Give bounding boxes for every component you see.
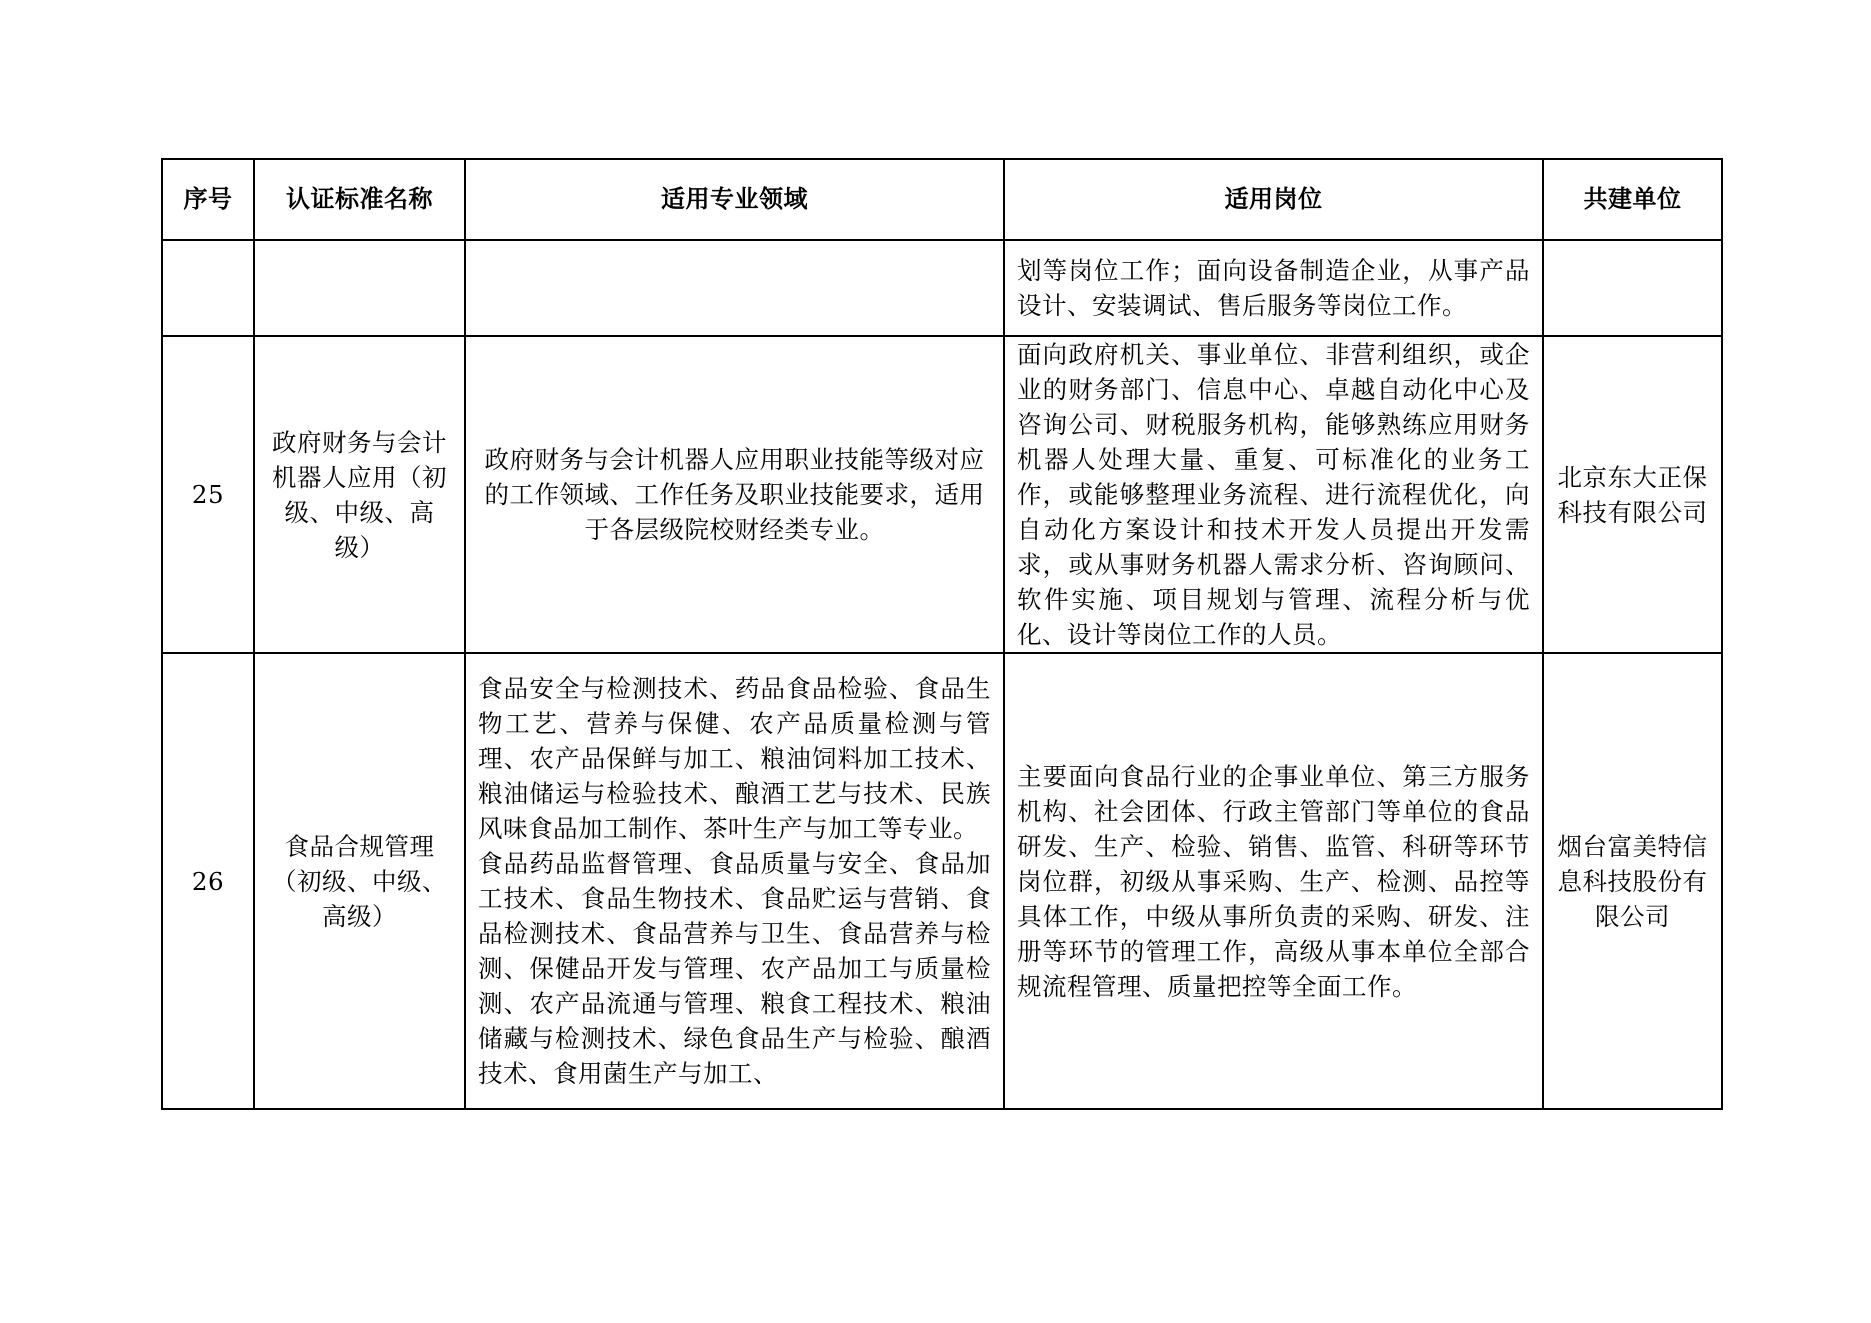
table-row [162, 240, 1722, 336]
table-header-row [162, 159, 1722, 240]
table-row [162, 336, 1722, 653]
header-field: 适用专业领域 [465, 159, 1004, 240]
cell-name: 食品合规管理（初级、中级、高级） [254, 653, 465, 1109]
field-paragraph-2: 食品药品监督管理、食品质量与安全、食品加工技术、食品生物技术、食品贮运与营销、食品检测技术、食品营养与卫生、食品营养与检测、保健品开发与管理、农产品加工与质量检测、农产品流通与管理、粮食工程技术、粮油储藏与检测技术、绿色食品生产与检验、酿酒技术、食用菌生产与加工、 [478, 849, 991, 1088]
field-paragraph-1: 食品安全与检测技术、药品食品检验、食品生物工艺、营养与保健、农产品质量检测与管理、农产品保鲜与加工、粮油饲料加工技术、粮油储运与检验技术、酿酒工艺与技术、民族风味食品加工制作、茶叶生产与加工等专业。 [478, 674, 991, 843]
cell-partner: 北京东大正保科技有限公司 [1543, 336, 1722, 653]
header-seq: 序号 [162, 159, 254, 240]
cell-position: 面向政府机关、事业单位、非营利组织，或企业的财务部门、信息中心、卓越自动化中心及咨询公司、财税服务机构，能够熟练应用财务机器人处理大量、重复、可标准化的业务工作，或能够整理业务流程、进行流程优化，向自动化方案设计和技术开发人员提出开发需求，或从事财务机器人需求分析、咨询顾问、软件实施、项目规划与管理、流程分析与优化、设计等岗位工作的人员。 [1004, 336, 1543, 653]
cell-position: 主要面向食品行业的企事业单位、第三方服务机构、社会团体、行政主管部门等单位的食品研发、生产、检验、销售、监管、科研等环节岗位群，初级从事采购、生产、检测、品控等具体工作，中级从事所负责的采购、研发、注册等环节的管理工作，高级从事本单位全部合规流程管理、质量把控等全面工作。 [1004, 653, 1543, 1109]
cell-field [465, 653, 1004, 1109]
cell-seq [162, 240, 254, 336]
cell-name: 政府财务与会计机器人应用（初级、中级、高级） [254, 336, 465, 653]
cell-seq: 26 [162, 653, 254, 1109]
header-position: 适用岗位 [1004, 159, 1543, 240]
cell-partner [1543, 240, 1722, 336]
cell-position: 划等岗位工作；面向设备制造企业，从事产品设计、安装调试、售后服务等岗位工作。 [1004, 240, 1543, 336]
cell-partner: 烟台富美特信息科技股份有限公司 [1543, 653, 1722, 1109]
table-row [162, 653, 1722, 1109]
standards-table [161, 158, 1723, 1110]
header-name: 认证标准名称 [254, 159, 465, 240]
cell-field [465, 240, 1004, 336]
header-partner: 共建单位 [1543, 159, 1722, 240]
cell-name [254, 240, 465, 336]
cell-seq: 25 [162, 336, 254, 653]
cell-field: 政府财务与会计机器人应用职业技能等级对应的工作领域、工作任务及职业技能要求，适用于各层级院校财经类专业。 [465, 336, 1004, 653]
